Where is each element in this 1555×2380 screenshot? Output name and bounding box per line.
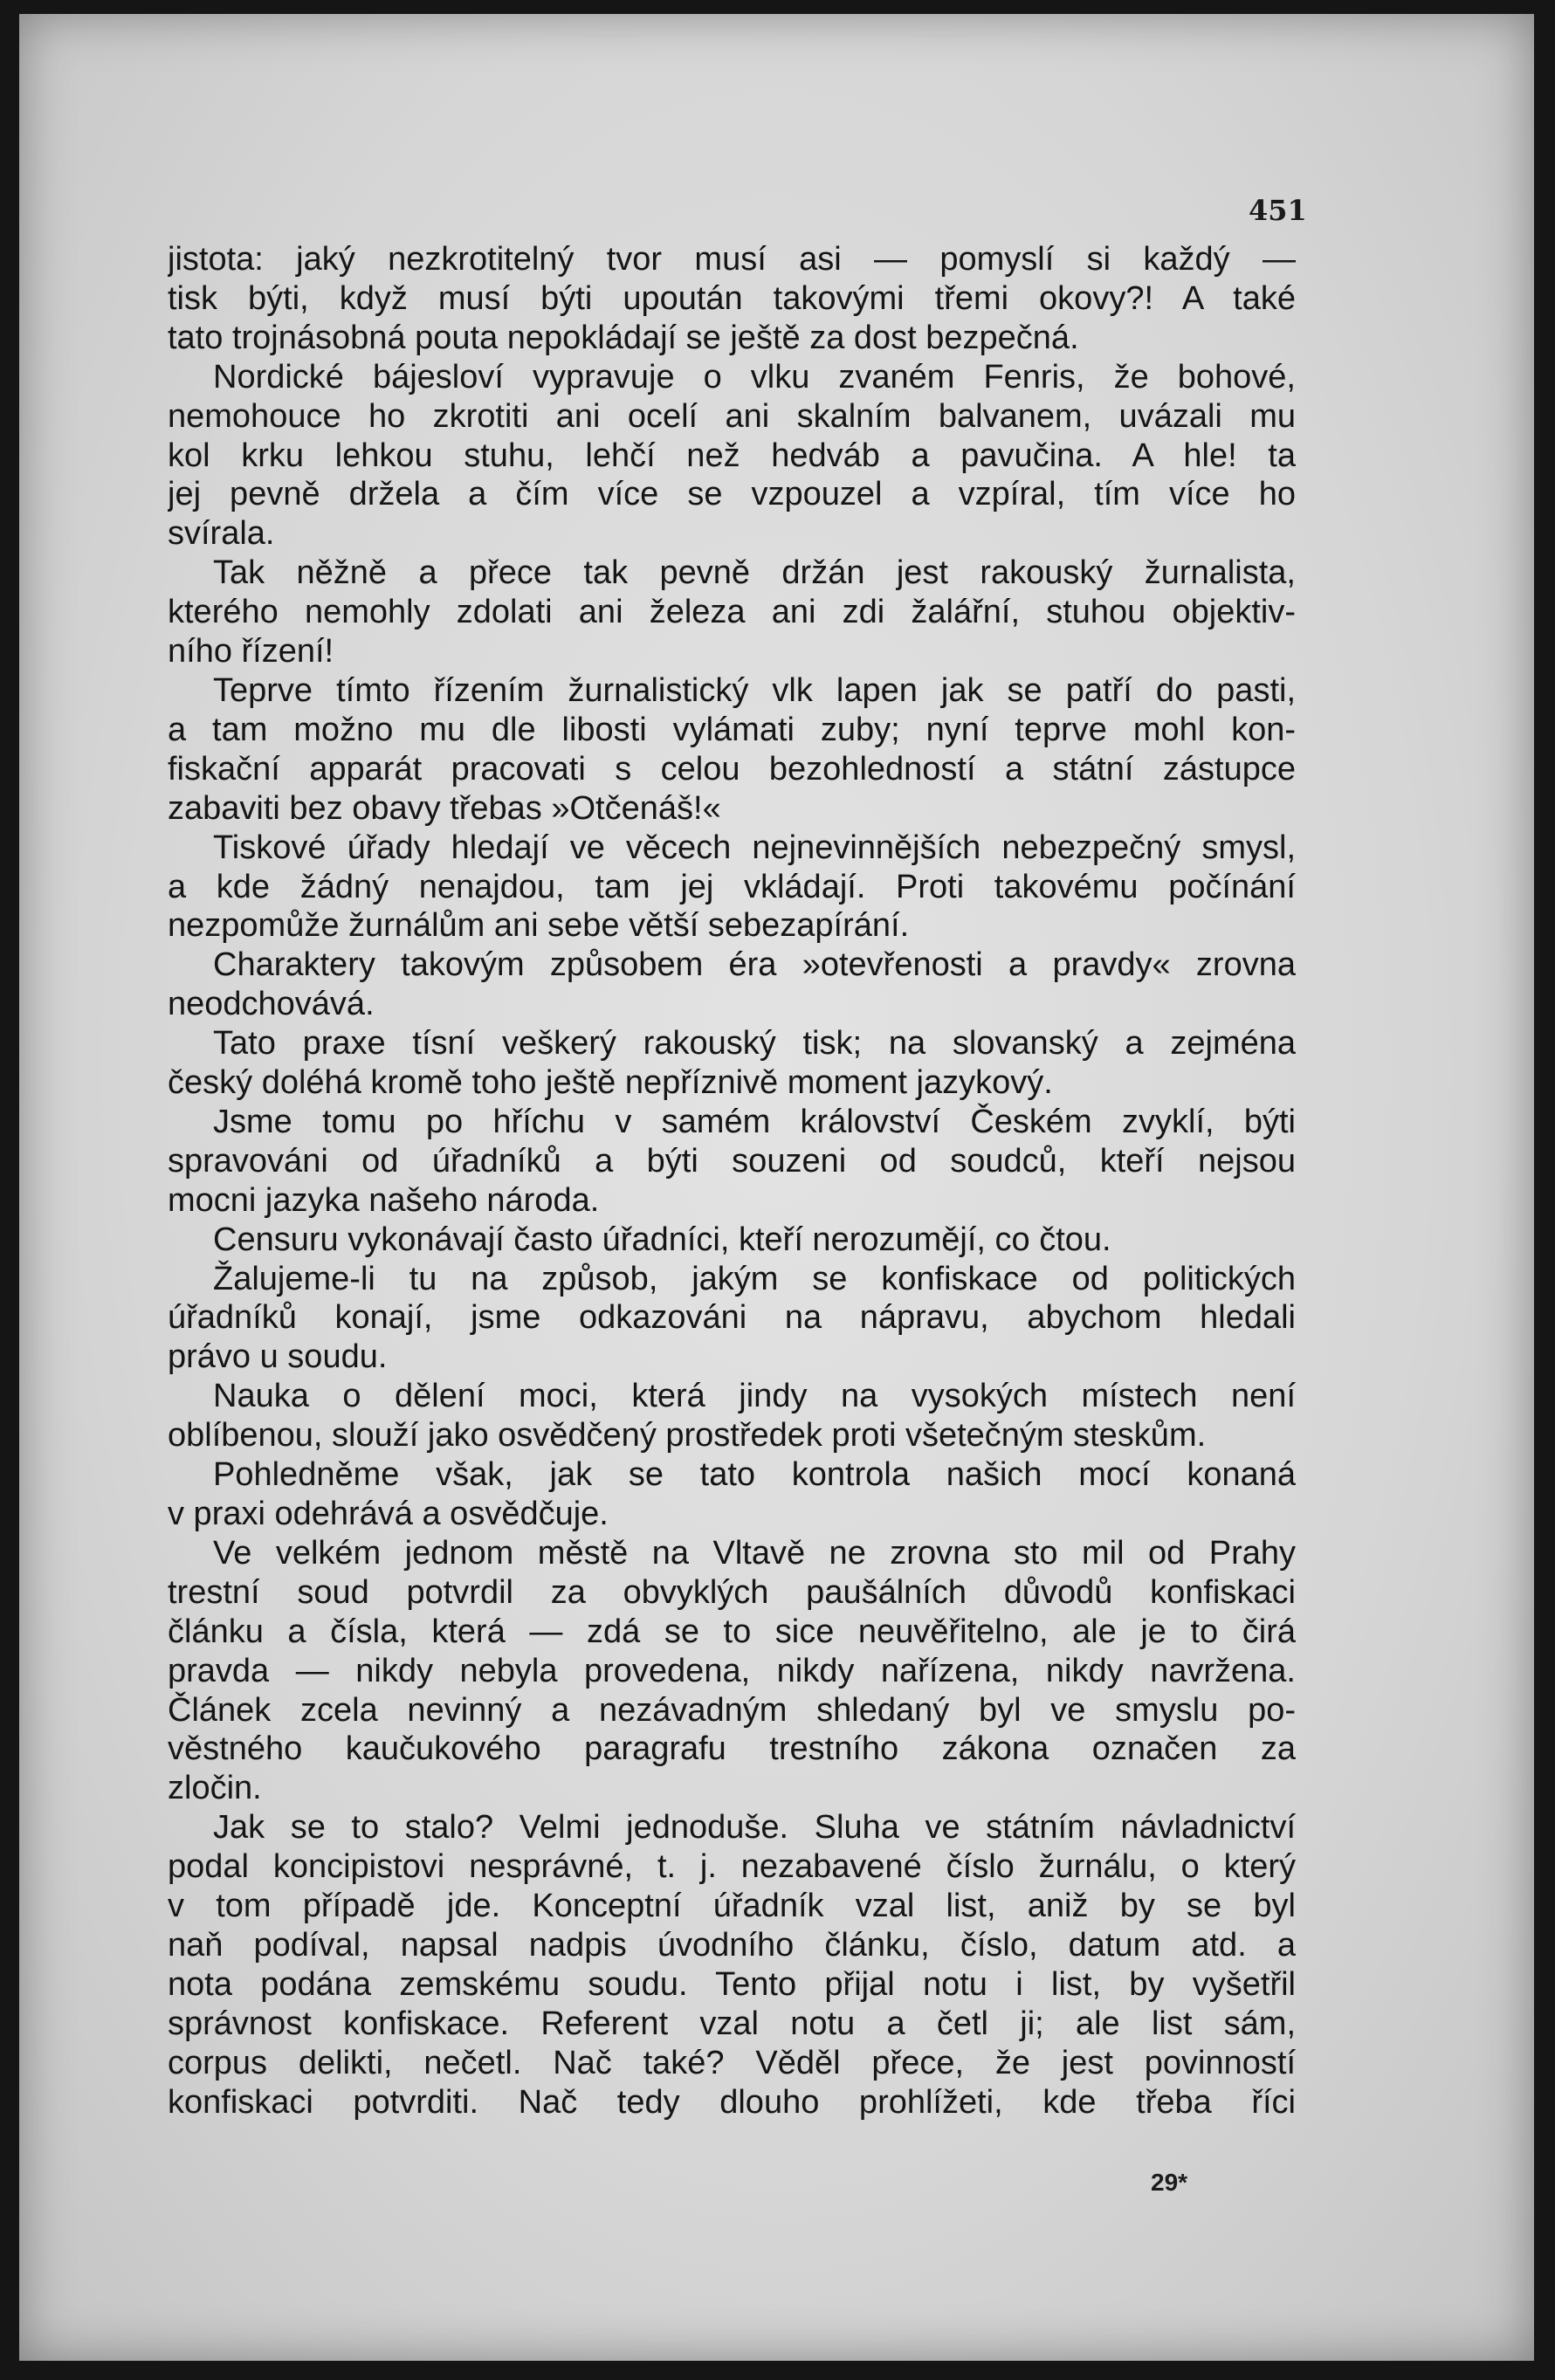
text-line: corpus delikti, nečetl. Nač také? Věděl přece, že jest povinností bbox=[168, 2044, 1296, 2081]
text-line: právo u soudu. bbox=[168, 1338, 388, 1376]
text-line: Tato praxe tísní veškerý rakouský tisk; na slovanský a zejména bbox=[213, 1025, 1296, 1063]
text-line: spravováni od úřadníků a býti souzeni od soudců, kteří nejsou bbox=[168, 1142, 1296, 1180]
text-line: neodchovává. bbox=[168, 986, 375, 1023]
text-line: Charaktery takovým způsobem éra »otevřenosti a pravdy« zrovna bbox=[213, 946, 1296, 984]
text-line: v praxi odehrává a osvědčuje. bbox=[168, 1496, 609, 1532]
page-number: 451 bbox=[1249, 194, 1307, 227]
text-line: svírala. bbox=[168, 515, 275, 553]
text-line: pravda — nikdy nebyla provedena, nikdy nařízena, nikdy navržena. bbox=[168, 1652, 1296, 1689]
text-line: věstného kaučukového paragrafu trestního zákona označen za bbox=[168, 1730, 1296, 1768]
sheet-signature: 29* bbox=[1151, 2169, 1188, 2196]
text-line: konfiskaci potvrditi. Nač tedy dlouho prohlížeti, kde třeba říci bbox=[168, 2083, 1296, 2121]
text-line: trestní soud potvrdil za obvyklých paušálních důvodů konfiskaci bbox=[168, 1573, 1296, 1611]
text-line: mocni jazyka našeho národa. bbox=[168, 1181, 600, 1219]
text-line: správnost konfiskace. Referent vzal notu a četl ji; ale list sám, bbox=[168, 2005, 1296, 2042]
text-line: podal koncipistovi nesprávné, t. j. nezabavené číslo žurnálu, o který bbox=[168, 1848, 1296, 1886]
text-line: naň podíval, napsal nadpis úvodního článku, číslo, datum atd. a bbox=[168, 1926, 1296, 1964]
text-line: zabaviti bez obavy třebas »Otčenáš!« bbox=[168, 789, 721, 827]
text-line: a tam možno mu dle libosti vylámati zuby; nyní teprve mohl kon- bbox=[168, 711, 1296, 748]
text-line: Ve velkém jednom městě na Vltavě ne zrovna sto mil od Prahy bbox=[213, 1534, 1296, 1572]
text-line: a kde žádný nenajdou, tam jej vkládají. Proti takovému počínání bbox=[168, 868, 1296, 905]
text-line: nezpomůže žurnálům ani sebe větší sebezapírání. bbox=[168, 907, 910, 945]
text-line: Nauka o dělení moci, která jindy na vysokých místech není bbox=[213, 1378, 1296, 1415]
text-line: Teprve tímto řízením žurnalistický vlk lapen jak se patří do pasti, bbox=[213, 671, 1296, 709]
text-line: Censuru vykonávají často úřadníci, kteří nerozumějí, co čtou. bbox=[213, 1221, 1111, 1258]
text-line: fiskační apparát pracovati s celou bezohledností a státní zástupce bbox=[168, 750, 1296, 788]
text-line: tato trojnásobná pouta nepokládají se ještě za dost bezpečná. bbox=[168, 319, 1079, 356]
text-line: Pohledněme však, jak se tato kontrola našich mocí konaná bbox=[213, 1456, 1296, 1494]
text-line: oblíbenou, slouží jako osvědčený prostředek proti všetečným steskům. bbox=[168, 1417, 1207, 1455]
text-line: článku a čísla, která — zdá se to sice neuvěřitelno, ale je to čirá bbox=[168, 1613, 1296, 1650]
text-line: jistota: jaký nezkrotitelný tvor musí asi — pomyslí si každý — bbox=[168, 241, 1296, 278]
body-text bbox=[168, 240, 1296, 2122]
text-line: Žalujeme-li tu na způsob, jakým se konfiskace od politických bbox=[213, 1260, 1296, 1297]
text-line: tisk býti, když musí býti upoután takovými třemi okovy?! A také bbox=[168, 279, 1296, 317]
text-line: Nordické bájesloví vypravuje o vlku zvaném Fenris, že bohové, bbox=[213, 358, 1296, 396]
text-line: Jsme tomu po hříchu v samém království Českém zvyklí, býti bbox=[213, 1103, 1296, 1140]
text-line: nota podána zemskému soudu. Tento přijal notu i list, by vyšetřil bbox=[168, 1965, 1296, 2003]
text-line: ního řízení! bbox=[168, 633, 334, 671]
text-line: kol krku lehkou stuhu, lehčí než hedváb a pavučina. A hle! ta bbox=[168, 437, 1296, 474]
text-line: Jak se to stalo? Velmi jednoduše. Sluha ve státním návladnictví bbox=[213, 1809, 1296, 1847]
text-line: nemohouce ho zkrotiti ani ocelí ani skalním balvanem, uvázali mu bbox=[168, 397, 1296, 435]
text-line: v tom případě jde. Konceptní úřadník vzal list, aniž by se byl bbox=[168, 1888, 1296, 1925]
text-line: úřadníků konají, jsme odkazováni na nápravu, abychom hledali bbox=[168, 1299, 1296, 1337]
text-line: Tak něžně a přece tak pevně držán jest rakouský žurnalista, bbox=[213, 554, 1296, 592]
text-line: Článek zcela nevinný a nezávadným shledaný byl ve smyslu po- bbox=[168, 1691, 1296, 1729]
text-line: český doléhá kromě toho ještě nepříznivě moment jazykový. bbox=[168, 1064, 1053, 1102]
text-line: Tiskové úřady hledají ve věcech nejnevinnějších nebezpečný smysl, bbox=[213, 829, 1296, 866]
text-line: zločin. bbox=[168, 1770, 262, 1807]
text-line: kterého nemohly zdolati ani železa ani zdi žalářní, stuhou objektiv- bbox=[168, 594, 1296, 631]
text-line: jej pevně držela a čím více se vzpouzel a vzpíral, tím více ho bbox=[168, 476, 1296, 513]
